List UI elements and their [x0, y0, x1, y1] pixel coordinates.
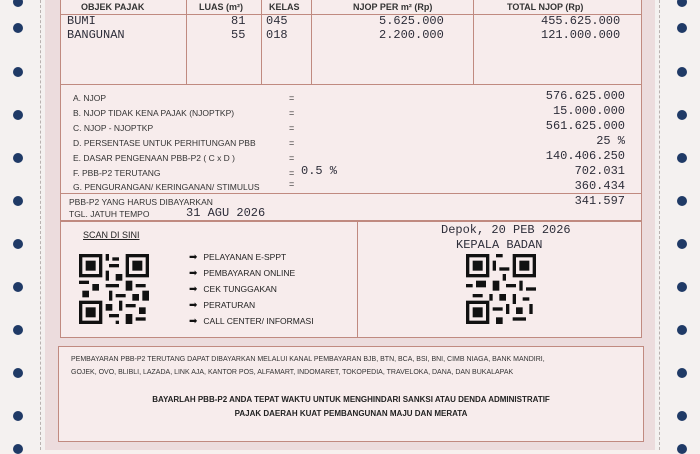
header-luas: LUAS (m²) [199, 2, 243, 12]
luas-cell: 55 [231, 28, 246, 42]
objek-cell: BANGUNAN [67, 28, 125, 42]
sign-title: KEPALA BADAN [456, 238, 543, 252]
calc-eq: = [289, 179, 295, 189]
sign-place-date: Depok, 20 PEB 2026 [441, 223, 571, 237]
arrow-right-icon: ➡ [189, 252, 198, 263]
notice-line-1: BAYARLAH PBB-P2 ANDA TEPAT WAKTU UNTUK MENGHINDARI SANKSI ATAU DENDA ADMINISTRATIF [152, 395, 550, 404]
scan-title: SCAN DI SINI [83, 230, 140, 240]
calc-value-b: 15.000.000 [552, 104, 625, 118]
header-kelas: KELAS [269, 2, 300, 12]
calc-label-f: F. PBB-P2 TERUTANG [73, 168, 161, 178]
link-label: PEMBAYARAN ONLINE [203, 268, 296, 278]
luas-cell: 81 [231, 14, 246, 28]
calc-label-a: A. NJOP [73, 93, 107, 103]
link-pembayaran-online[interactable] [189, 268, 295, 279]
payment-info-line-1: PEMBAYARAN PBB-P2 TERUTANG DAPAT DIBAYARKAN MELALUI KANAL PEMBAYARAN BJB, BTN, BCA, BSI, BNI, CIMB NIAGA, BANK MANDIRI, [71, 356, 545, 363]
calc-eq: = [289, 153, 295, 163]
calculation-box [60, 84, 642, 196]
qr-code-icon [466, 254, 536, 324]
payable-value: 341.597 [574, 194, 625, 208]
header-total-njop: TOTAL NJOP (Rp) [507, 2, 584, 12]
header-njop-per-m2: NJOP PER m² (Rp) [353, 2, 433, 12]
payable-box [60, 193, 642, 221]
calc-eq: = [289, 123, 295, 133]
arrow-right-icon: ➡ [189, 300, 198, 311]
njop-per-m2-cell: 2.200.000 [379, 28, 444, 42]
arrow-right-icon: ➡ [189, 268, 198, 279]
total-njop-cell: 455.625.000 [541, 14, 621, 28]
calc-label-c: C. NJOP - NJOPTKP [73, 123, 154, 133]
njop-table [60, 0, 642, 86]
payment-info-box [58, 346, 644, 442]
link-e-sppt[interactable] [189, 252, 286, 263]
due-date-label: TGL. JATUH TEMPO [69, 209, 150, 219]
calc-value-d: 25 % [596, 134, 625, 148]
total-njop-cell: 121.000.000 [541, 28, 621, 42]
calc-value-f: 702.031 [574, 164, 625, 178]
kelas-cell: 018 [266, 28, 288, 42]
qr-code-signature[interactable] [466, 254, 536, 324]
link-call-center[interactable] [189, 316, 314, 327]
arrow-right-icon: ➡ [189, 284, 198, 295]
njop-per-m2-cell: 5.625.000 [379, 14, 444, 28]
link-label: CALL CENTER/ INFORMASI [203, 316, 314, 326]
link-cek-tunggakan[interactable] [189, 284, 277, 295]
due-date-value: 31 AGU 2026 [186, 206, 266, 220]
calc-eq: = [289, 138, 295, 148]
qr-code-icon [79, 254, 149, 324]
link-label: PERATURAN [203, 300, 256, 310]
link-label: CEK TUNGGAKAN [203, 284, 277, 294]
qr-code-services[interactable] [79, 254, 149, 324]
objek-cell: BUMI [67, 14, 96, 28]
notice-line-2: PAJAK DAERAH KUAT PEMBANGUNAN MAJU DAN MERATA [234, 409, 468, 418]
calc-eq: = [289, 93, 295, 103]
link-label: PELAYANAN E-SPPT [203, 252, 287, 262]
header-objek-pajak: OBJEK PAJAK [81, 2, 145, 12]
right-tractor-strip [655, 0, 700, 450]
calc-eq: = [289, 168, 295, 178]
calc-label-d: D. PERSENTASE UNTUK PERHITUNGAN PBB [73, 138, 256, 148]
tax-document [45, 0, 655, 450]
calc-label-e: E. DASAR PENGENAAN PBB-P2 ( C x D ) [73, 153, 236, 163]
tariff-value: 0.5 % [301, 164, 338, 178]
arrow-right-icon: ➡ [189, 316, 198, 327]
scan-sign-box [60, 221, 642, 338]
calc-value-a: 576.625.000 [545, 89, 625, 103]
calc-value-g: 360.434 [574, 179, 625, 193]
left-tractor-strip [0, 0, 45, 450]
payable-label: PBB-P2 YANG HARUS DIBAYARKAN [69, 197, 213, 207]
link-peraturan[interactable] [189, 300, 255, 311]
calc-value-e: 140.406.250 [545, 149, 625, 163]
calc-label-g: G. PENGURANGAN/ KERINGANAN/ STIMULUS [73, 182, 260, 192]
calc-eq: = [289, 108, 295, 118]
kelas-cell: 045 [266, 14, 288, 28]
payment-info-line-2: GOJEK, OVO, BLIBLI, LAZADA, LINK AJA, KANTOR POS, ALFAMART, INDOMARET, TOKOPEDIA, TRAVELOKA, DANA, DAN BUKALAPAK [71, 369, 514, 376]
calc-label-b: B. NJOP TIDAK KENA PAJAK (NJOPTKP) [73, 108, 235, 118]
calc-value-c: 561.625.000 [545, 119, 625, 133]
